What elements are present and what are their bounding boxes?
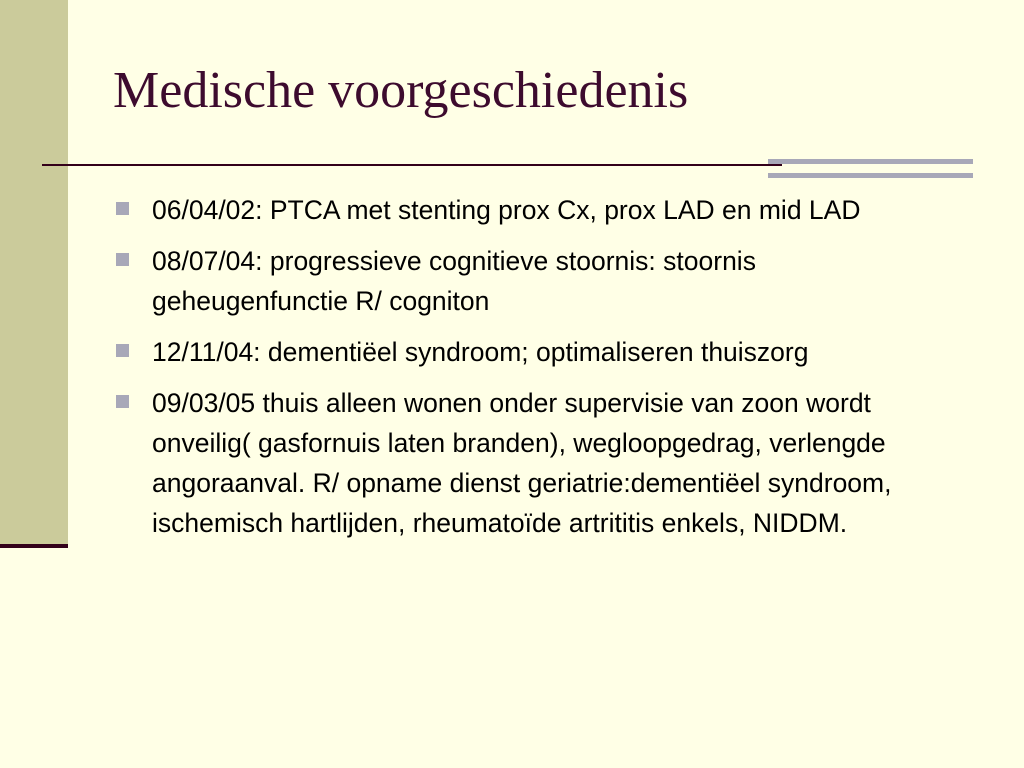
bullet-text-2: 08/07/04: progressieve cognitieve stoornis: stoornis geheugenfunctie R/ cogniton	[152, 246, 756, 316]
bullet-item-4	[116, 383, 946, 543]
square-bullet-icon	[116, 253, 129, 266]
bullet-text-1: 06/04/02: PTCA met stenting prox Cx, prox LAD en mid LAD	[152, 195, 861, 225]
accent-bar-bottom	[768, 173, 973, 178]
bullet-item-2	[116, 241, 946, 321]
left-decorative-rule	[0, 544, 68, 548]
square-bullet-icon	[116, 395, 129, 408]
bullet-text-3: 12/11/04: dementiëel syndroom; optimaliseren thuiszorg	[152, 337, 809, 367]
title-underline-rule	[42, 164, 782, 166]
square-bullet-icon	[116, 344, 129, 357]
left-decorative-band	[0, 0, 68, 545]
bullet-list	[116, 190, 946, 554]
bullet-item-3	[116, 332, 946, 372]
square-bullet-icon	[116, 202, 129, 215]
accent-bar-top	[768, 159, 973, 164]
bullet-item-1	[116, 190, 946, 230]
bullet-text-4: 09/03/05 thuis alleen wonen onder supervisie van zoon wordt onveilig( gasfornuis laten branden), wegloopgedrag, verlengde angoraanval. R/ opname dienst geriatrie:dementiëel syndroom, ischemisch hartlijden, rheumatoïde artrititis enkels, NIDDM.	[152, 388, 892, 538]
slide-title: Medische voorgeschiedenis	[113, 62, 689, 119]
